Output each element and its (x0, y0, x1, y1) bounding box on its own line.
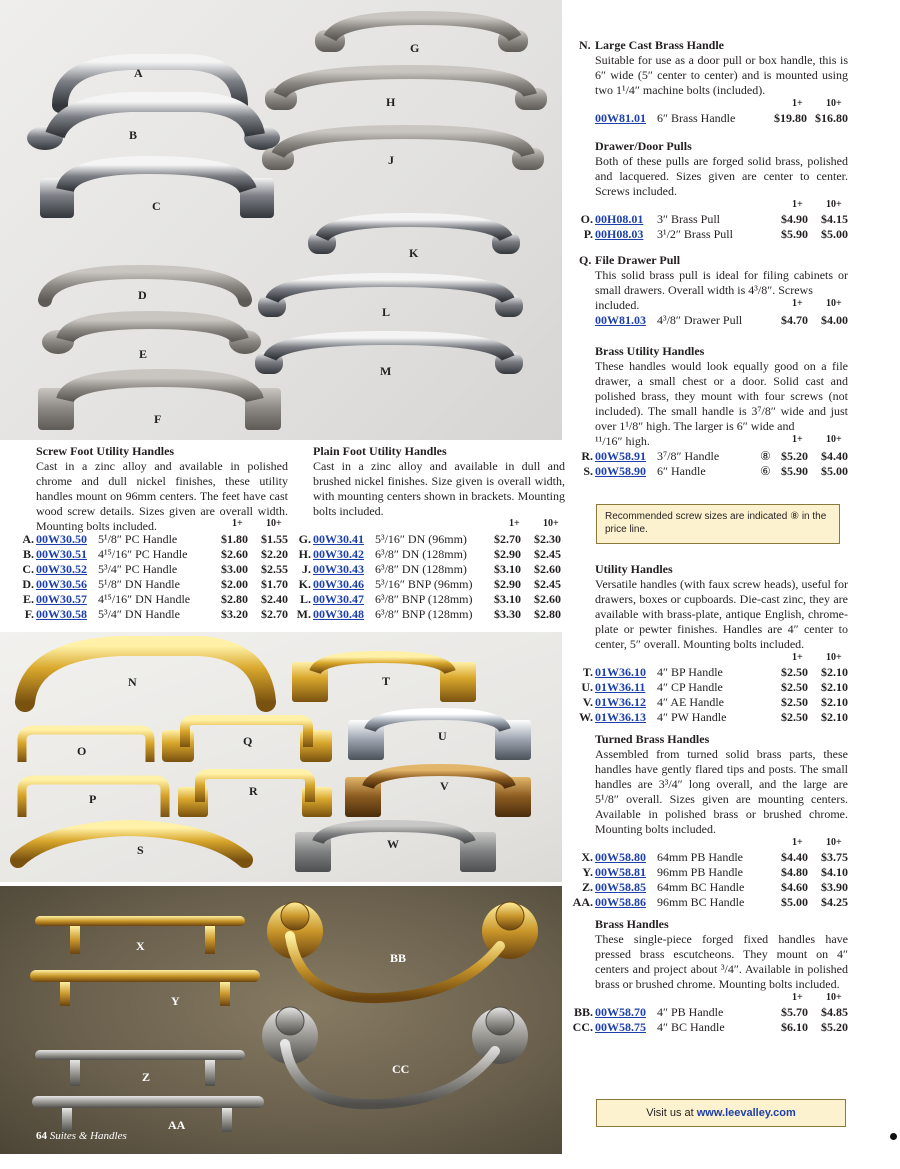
price-row-j: J. 00W30.43 6³/8″ DN (128mm) $3.10 $2.60 (302, 562, 561, 576)
price-row-l: L. 00W30.47 6³/8″ BNP (128mm) $3.10 $2.60 (299, 592, 561, 606)
screw-foot-desc: Cast in a zinc alloy and available in polished chrome and dull nickel finishes, these utility handles mount on 96mm centers. The feet have cast wood screw details. Sizes given are overall width. Mounting bolts included. (36, 459, 288, 533)
sku-link[interactable]: 00W58.85 (595, 880, 646, 894)
photo-label-c: C (152, 199, 161, 213)
price-row-h: H. 00W30.42 6³/8″ DN (128mm) $2.90 $2.45 (298, 547, 561, 561)
photo-label-m: M (380, 364, 392, 378)
section-name: Suites & Handles (49, 1130, 127, 1142)
photo-label-p: P (89, 792, 97, 806)
sku-link[interactable]: 00H08.01 (595, 212, 644, 226)
photo-label-z: Z (142, 1070, 151, 1084)
price-row-s: S. 00W58.90 6″ Handle ⑥ $5.90 $5.00 (583, 464, 848, 478)
large-cast-letter: N. (579, 38, 591, 52)
photo-label-aa: AA (168, 1118, 186, 1132)
right-column-lower (572, 562, 848, 1035)
photo-label-e: E (139, 347, 148, 361)
turned-desc: Assembled from turned solid brass parts, these handles have gently flared tips and posts. The small handles are 3³/4″ long overall, and the large are 5¹/8″ overall. Sizes given are mounting centers. Available in polished brass or brushed chrome. Mounting bolts included. (595, 747, 848, 836)
photo-label-v: V (440, 779, 449, 793)
drawer-door-price-list (572, 212, 848, 242)
price-row-o: O. 00H08.01 3″ Brass Pull $4.90 $4.15 (580, 212, 848, 226)
brass-utility-price-list (572, 449, 848, 479)
price-row-c: C. 00W30.52 5³/4″ PC Handle $3.00 $2.55 (22, 562, 288, 576)
sku-link[interactable]: 00H08.03 (595, 227, 644, 241)
sku-link[interactable]: 00W30.47 (313, 592, 364, 606)
turned-title: Turned Brass Handles (595, 732, 710, 746)
photo-label-f: F (154, 412, 162, 426)
sku-link[interactable]: 00W30.56 (36, 577, 87, 591)
price-row-r: R. 00W58.91 3⁷/8″ Handle ⑧ $5.20 $4.40 (581, 449, 848, 463)
price-row-n: 00W81.01 6″ Brass Handle $19.80 $16.80 (595, 111, 848, 125)
photo-label-n: N (128, 675, 137, 689)
sku-link[interactable]: 00W58.86 (595, 895, 646, 909)
screw-foot-title: Screw Foot Utility Handles (36, 444, 175, 458)
turned-handles-photo (0, 886, 562, 1154)
photo-label-k: K (409, 246, 419, 260)
utility-title: Utility Handles (595, 562, 673, 576)
price-row-v: V. 01W36.12 4″ AE Handle $2.50 $2.10 (582, 695, 848, 709)
plain-foot-desc: Cast in a zinc alloy and available in dull and brushed nickel finishes. Size given is overall width, with mounting centers shown in brackets. Mounting bolts included. (313, 459, 565, 518)
photo-label-d: D (138, 288, 147, 302)
visit-website-box (596, 1099, 846, 1127)
price-row-k: K. 00W30.46 5³/16″ BNP (96mm) $2.90 $2.45 (298, 577, 561, 591)
sku-link[interactable]: 00W58.80 (595, 850, 646, 864)
utility-desc: Versatile handles (with faux screw heads), useful for drawers, boxes or cupboards. Die-cast zinc, they are available with brass-plate, antique English, chrome-plate or pewter finishes. Handles are 4″ center to center, 5″ overall. Mounting bolts included. (595, 577, 848, 651)
drawer-door-section: Drawer/Door Pulls Both of these pulls are forged solid brass, polished and lacquered. Sizes given are center to center. Screws included. 1+ 10+ (595, 139, 848, 210)
sku-link[interactable]: 00W30.41 (313, 532, 364, 546)
brass-utility-title: Brass Utility Handles (595, 344, 705, 358)
price-row-x: X. 00W58.80 64mm PB Handle $4.40 $3.75 (581, 850, 848, 864)
photo-label-w: W (387, 837, 399, 851)
utility-price-list (572, 665, 848, 725)
sku-link[interactable]: 00W58.90 (595, 464, 646, 478)
photo-label-h: H (386, 95, 396, 109)
sku-link[interactable]: 00W30.46 (313, 577, 364, 591)
brass-handles-price-list (572, 1005, 848, 1035)
brass-handles-desc: These single-piece forged fixed handles have pressed brass escutcheons. They mount on 4″ centers and project about ³/4″. Available in polished brass or brushed chrome. Mounting bolts included. (595, 932, 848, 991)
brass-handles-photo (0, 632, 562, 882)
photo-label-l: L (382, 305, 391, 319)
file-drawer-letter: Q. (579, 253, 592, 267)
brass-utility-section: Brass Utility Handles These handles would look equally good on a file drawer, a small chest or a door. Solid cast and polished brass, they mount with four screws (not included). The small handle is 3⁷/8″ wide and just over 1¹/8″ high. The larger is 6″ wide and ¹¹/16″ high. 1+ 10+ (595, 344, 848, 448)
file-drawer-title: File Drawer Pull (595, 253, 681, 267)
large-cast-title: Large Cast Brass Handle (595, 38, 724, 52)
sku-link[interactable]: 00W81.01 (595, 111, 646, 125)
sku-link[interactable]: 00W81.03 (595, 313, 646, 327)
photo-label-t: T (382, 674, 391, 688)
screw-foot-price-list (18, 532, 288, 622)
photo-label-o: O (77, 744, 87, 758)
nickel-handles-photo (0, 0, 562, 440)
price-row-t: T. 01W36.10 4″ BP Handle $2.50 $2.10 (582, 665, 848, 679)
utility-section: Utility Handles Versatile handles (with faux screw heads), useful for drawers, boxes or cupboards. Die-cast zinc, they are available with brass-plate, antique English, chrome-plate or pewter finishes. Handles are 4″ center to center, 5″ overall. Mounting bolts included. 1+ 10+ (595, 562, 848, 663)
right-column (572, 38, 848, 479)
brass-handles-title: Brass Handles (595, 917, 669, 931)
price-row-w: W. 01W36.13 4″ PW Handle $2.50 $2.10 (579, 710, 848, 724)
photo-label-s: S (137, 843, 144, 857)
sku-link[interactable]: 00W30.50 (36, 532, 87, 546)
screw-foot-qty-header (18, 518, 288, 531)
sku-link[interactable]: 00W30.51 (36, 547, 87, 561)
photo-label-bb: BB (390, 951, 407, 965)
sku-link[interactable]: 00W30.42 (313, 547, 364, 561)
sku-link[interactable]: 00W30.52 (36, 562, 87, 576)
sku-link[interactable]: 00W58.75 (595, 1020, 646, 1034)
website-link[interactable]: www.leevalley.com (696, 1107, 796, 1119)
plain-foot-price-list (295, 532, 565, 622)
price-row-a: A. 00W30.50 5¹/8″ PC Handle $1.80 $1.55 (22, 532, 288, 546)
plain-foot-title: Plain Foot Utility Handles (313, 444, 447, 458)
screw-size-icon: ⑥ (760, 464, 771, 478)
sku-link[interactable]: 00W58.81 (595, 865, 646, 879)
price-row-g: G. 00W30.41 5³/16″ DN (96mm) $2.70 $2.30 (298, 532, 561, 546)
file-drawer-desc: This solid brass pull is ideal for filing cabinets or small drawers. Overall width is 4³/8″. Screws (595, 268, 848, 297)
price-row-b: B. 00W30.51 4¹⁵/16″ PC Handle $2.60 $2.20 (22, 547, 288, 561)
drawer-door-desc: Both of these pulls are forged solid brass, polished and lacquered. Sizes given are center to center. Screws included. (595, 154, 848, 198)
price-row-d: D. 00W30.56 5¹/8″ DN Handle $2.00 $1.70 (22, 577, 288, 591)
photo-label-g: G (410, 41, 420, 55)
plain-foot-qty-header (295, 518, 565, 531)
photo-label-b: B (129, 128, 138, 142)
sku-link[interactable]: 00W30.57 (36, 592, 87, 606)
price-row-u: U. 01W36.11 4″ CP Handle $2.50 $2.10 (581, 680, 848, 694)
photo-label-cc: CC (392, 1062, 410, 1076)
sku-link[interactable]: 01W36.13 (595, 710, 646, 724)
price-row-bb: BB. 00W58.70 4″ PB Handle $5.70 $4.85 (573, 1005, 848, 1019)
file-drawer-section: Q. File Drawer Pull This solid brass pull is ideal for filing cabinets or small drawers. Overall width is 4³/8″. Screws included. 1+ 10+ 00W81.03 4³/8″ Drawer Pull $4.70 $4.00 (579, 253, 848, 327)
price-row-p: P. 00H08.03 3¹/2″ Brass Pull $5.90 $5.00 (583, 227, 848, 241)
photo-label-a: A (134, 66, 143, 80)
price-row-z: Z. 00W58.85 64mm BC Handle $4.60 $3.90 (581, 880, 848, 894)
sku-link[interactable]: 00W30.43 (313, 562, 364, 576)
page-footer (36, 1130, 127, 1142)
turned-price-list (572, 850, 848, 910)
turned-handles-illustration (0, 886, 562, 1154)
screw-size-icon: ⑧ (760, 449, 771, 463)
sku-link[interactable]: 01W36.10 (595, 665, 646, 679)
price-row-e: E. 00W30.57 4¹⁵/16″ DN Handle $2.80 $2.40 (22, 592, 288, 606)
visit-prefix: Visit us at (646, 1107, 694, 1119)
sku-link[interactable]: 00W58.70 (595, 1005, 646, 1019)
brass-utility-desc: These handles would look equally good on a file drawer, a small chest or a door. Solid cast and polished brass, they mount with four screws (not included). The small handle is 3⁷/8″ wide and just over 1¹/8″ high. The larger is 6″ wide and (595, 359, 848, 433)
large-cast-section: N. Large Cast Brass Handle Suitable for use as a door pull or box handle, this is 6″ wide (5″ center to center) and is mounted using two 1¹/4″ machine bolts (included). 1+ 10+ 00W81.01 6″ Brass Handle $19.80 $16.80 (579, 38, 848, 125)
sku-link[interactable]: 00W30.58 (36, 607, 87, 621)
screw-size-note: Recommended screw sizes are indicated ⑧ in the price line. (596, 504, 840, 544)
price-row-y: Y. 00W58.81 96mm PB Handle $4.80 $4.10 (582, 865, 848, 879)
sku-link[interactable]: 00W58.91 (595, 449, 646, 463)
photo-label-j: J (388, 153, 394, 167)
photo-label-y: Y (171, 994, 180, 1008)
sku-link[interactable]: 00W30.48 (313, 607, 364, 621)
price-row-q: 00W81.03 4³/8″ Drawer Pull $4.70 $4.00 (595, 313, 848, 327)
sku-link[interactable]: 01W36.11 (595, 680, 646, 694)
plain-foot-section (295, 444, 565, 519)
price-row-f: F. 00W30.58 5³/4″ DN Handle $3.20 $2.70 (24, 607, 288, 621)
photo-label-r: R (249, 784, 258, 798)
brass-handles-section: Brass Handles These single-piece forged fixed handles have pressed brass escutcheons. They mount on 4″ centers and project about ³/4″. Available in polished brass or brushed chrome. Mounting bolts included. 1+ 10+ (595, 917, 848, 1003)
sku-link[interactable]: 01W36.12 (595, 695, 646, 709)
qty-1-label: 1+ (232, 518, 243, 529)
photo-label-u: U (438, 729, 447, 743)
qty-1-label: 1+ (509, 518, 520, 529)
turned-section: Turned Brass Handles Assembled from turned solid brass parts, these handles have gently flared tips and posts. The small handles are 3³/4″ long overall, and the large are 5¹/8″ overall. Sizes given are mounting centers. Available in polished brass or brushed chrome. Mounting bolts included. 1+ 10+ (595, 732, 848, 848)
drawer-door-title: Drawer/Door Pulls (595, 139, 692, 153)
price-row-aa: AA. 00W58.86 96mm BC Handle $5.00 $4.25 (572, 895, 848, 909)
photo-label-q: Q (243, 734, 253, 748)
large-cast-desc: Suitable for use as a door pull or box handle, this is 6″ wide (5″ center to center) and is mounted using two 1¹/4″ machine bolts (included). (595, 53, 848, 97)
page-bullet-icon (890, 1133, 897, 1140)
qty-10-label: 10+ (543, 518, 559, 529)
photo-label-x: X (136, 939, 145, 953)
page-number: 64 (36, 1130, 47, 1142)
qty-10-label: 10+ (266, 518, 282, 529)
price-row-m: M. 00W30.48 6³/8″ BNP (128mm) $3.30 $2.80 (296, 607, 561, 621)
nickel-handles-illustration (0, 0, 562, 440)
price-row-cc: CC. 00W58.75 4″ BC Handle $6.10 $5.20 (572, 1020, 848, 1034)
